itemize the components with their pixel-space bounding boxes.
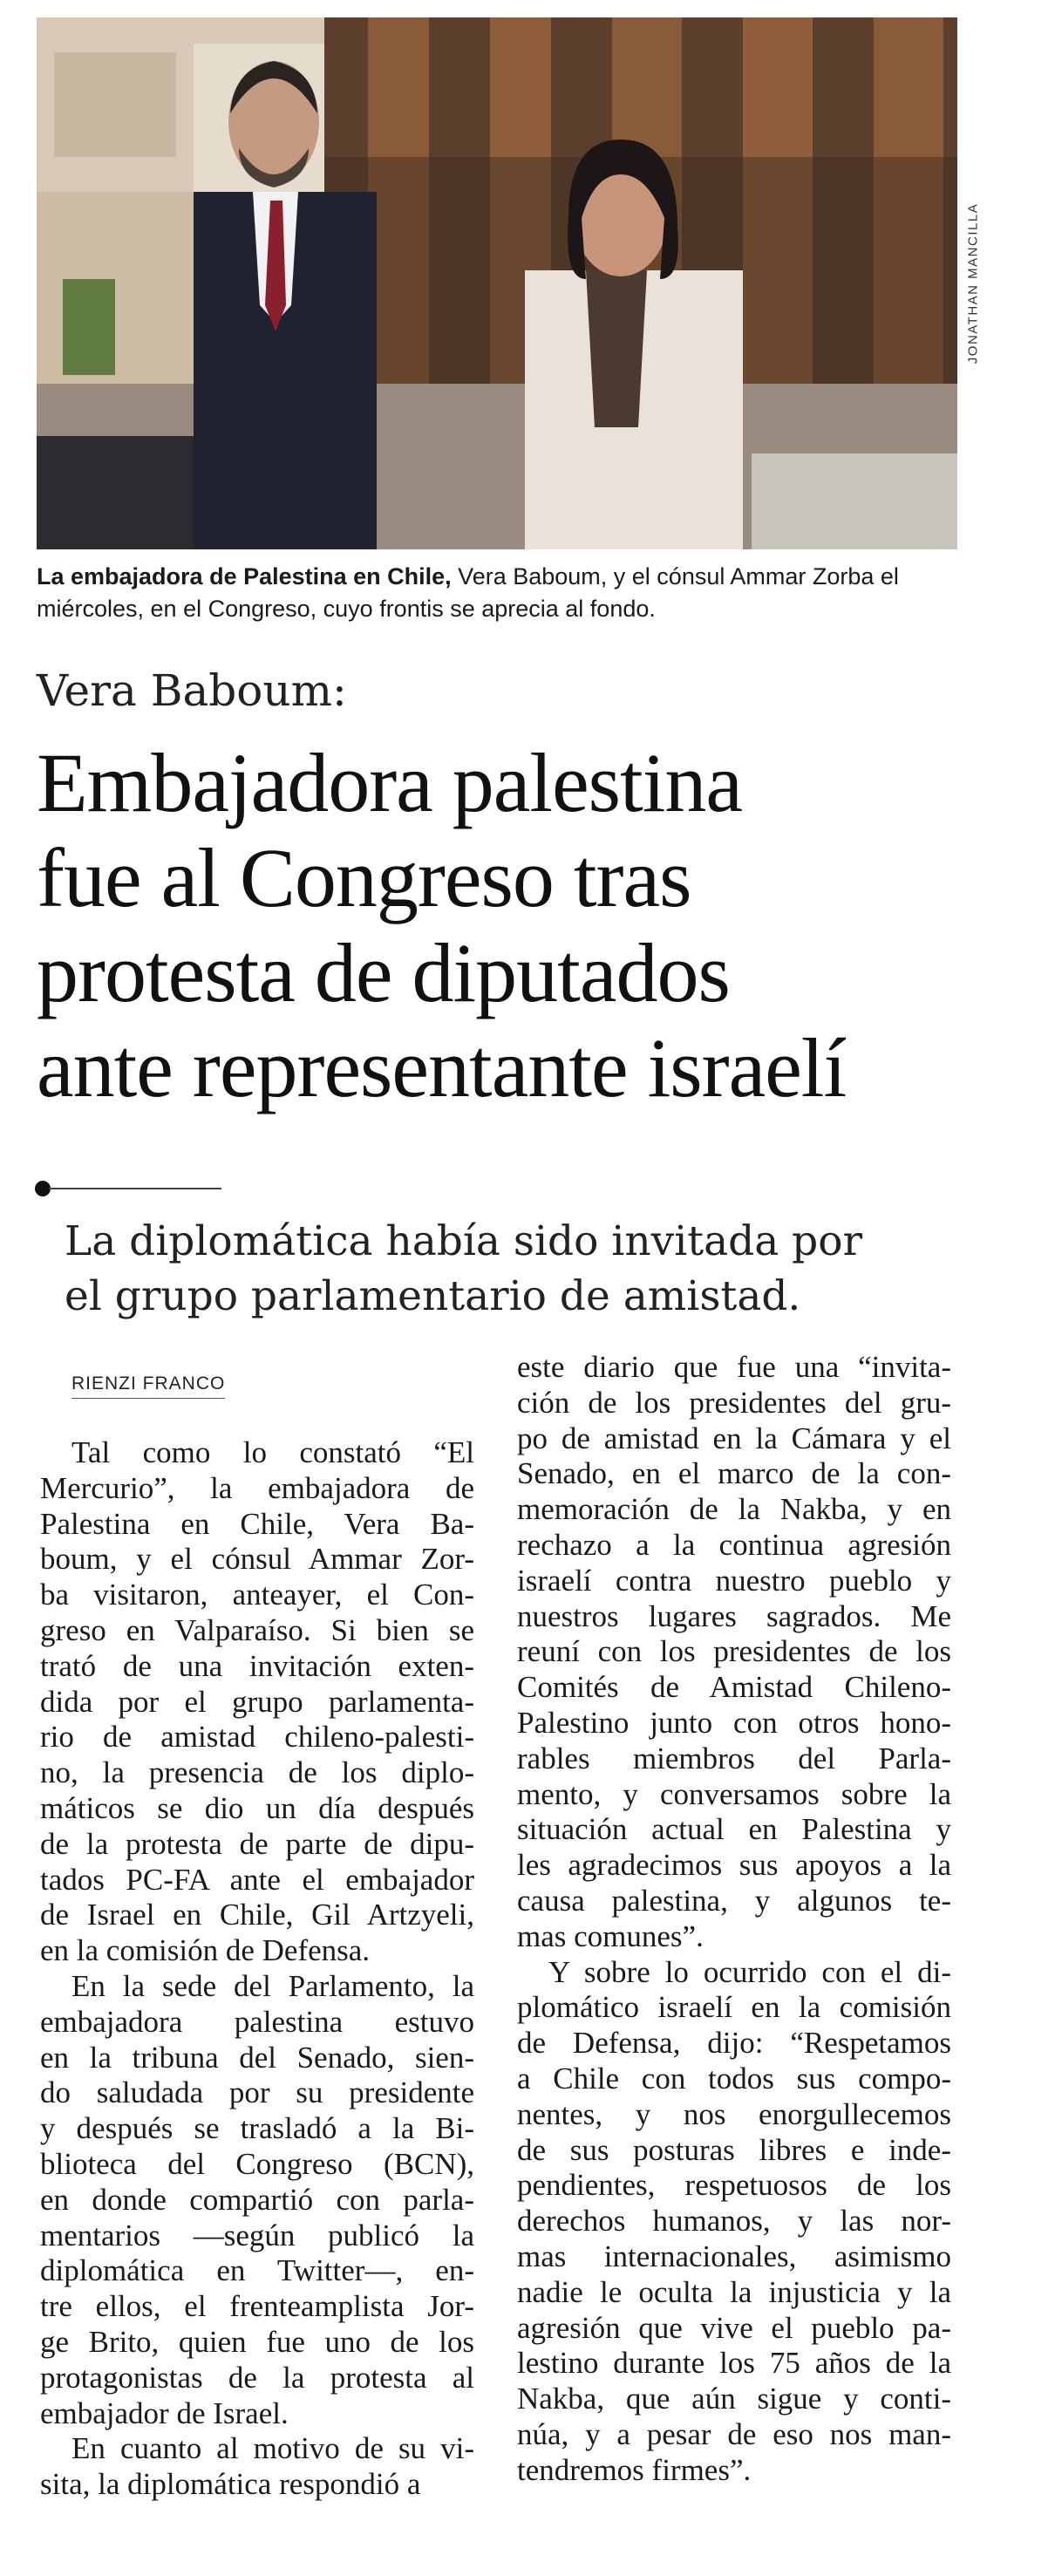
- body-line: ba visitaron, anteayer, el Con-: [40, 1578, 474, 1612]
- news-photo: [37, 17, 957, 549]
- body-line: causa palestina, y algunos te-: [517, 1883, 951, 1918]
- deck-line: el grupo parlamentario de amistad.: [65, 1272, 801, 1320]
- photo-caption: [37, 561, 963, 625]
- body-line: israelí contra nuestro pueblo y: [517, 1563, 951, 1598]
- body-line: no, la presencia de los diplo-: [40, 1755, 474, 1790]
- body-line: En cuanto al motivo de su vi-: [71, 2431, 474, 2466]
- body-line: nentes, y nos enorgullecemos: [517, 2096, 951, 2131]
- body-line: de Israel en Chile, Gil Artzyeli,: [40, 1898, 474, 1932]
- body-line: nuestros lugares sagrados. Me: [517, 1598, 951, 1633]
- body-line: derechos humanos, y las nor-: [517, 2204, 951, 2239]
- body-column-left: [40, 1435, 474, 2503]
- body-line: a Chile con todos sus compo-: [517, 2061, 951, 2096]
- rule-line: [49, 1188, 221, 1189]
- body-line: Senado, en el marco de la con-: [517, 1456, 951, 1491]
- body-line: ge Brito, quien fue uno de los: [40, 2324, 474, 2359]
- body-line: lestino durante los 75 años de la: [517, 2346, 951, 2381]
- body-line: rio de amistad chileno-palesti-: [40, 1720, 474, 1755]
- body-line: tre ellos, el frenteamplista Jor-: [40, 2289, 474, 2324]
- body-line: de sus posturas libres e inde-: [517, 2132, 951, 2167]
- body-line: embajadora palestina estuvo: [40, 2004, 474, 2039]
- body-line: diplomática en Twitter—, en-: [40, 2253, 474, 2288]
- body-line: agresión que vive el pueblo pa-: [517, 2310, 951, 2345]
- headline: [37, 735, 1013, 1115]
- caption-lead: La embajadora de Palestina en Chile,: [37, 563, 452, 589]
- body-line: embajador de Israel.: [40, 2395, 289, 2430]
- headline-line: protesta de diputados: [37, 926, 730, 1019]
- body-line: trató de una invitación exten-: [40, 1648, 474, 1683]
- body-line: protagonistas de la protesta al: [40, 2360, 474, 2395]
- caption-text: Vera Baboum, y el cónsul Ammar Zorba el miércoles, en el Congreso, cuyo frontis se aprecia al fondo.: [37, 563, 899, 622]
- photo-credit: JONATHAN MANCILLA: [965, 202, 981, 365]
- body-line: rables miembros del Parla-: [517, 1741, 951, 1775]
- body-line: situación actual en Palestina y: [517, 1812, 951, 1847]
- body-line: Comités de Amistad Chileno-: [517, 1670, 951, 1705]
- body-line: Mercurio”, la embajadora de: [40, 1470, 474, 1505]
- body-line: en la tribuna del Senado, sien-: [40, 2040, 474, 2075]
- body-line: en donde compartió con parla-: [40, 2182, 474, 2217]
- deck-line: La diplomática había sido invitada por: [65, 1217, 863, 1265]
- body-line: mentarios —según publicó la: [40, 2218, 474, 2252]
- body-line: tendremos firmes”.: [517, 2452, 752, 2487]
- body-line: les agradecimos sus apoyos a la: [517, 1848, 951, 1883]
- headline-line: Embajadora palestina: [37, 736, 742, 829]
- body-line: y después se trasladó a la Bi-: [40, 2111, 474, 2146]
- body-line: greso en Valparaíso. Si bien se: [40, 1612, 474, 1647]
- body-line: memoración de la Nakba, y en: [517, 1492, 951, 1527]
- body-line: máticos se dio un día después: [40, 1790, 474, 1825]
- body-line: En la sede del Parlamento, la: [71, 1968, 474, 2003]
- body-column-right: [517, 1350, 951, 2489]
- body-line: po de amistad en la Cámara y el: [517, 1421, 951, 1455]
- body-line: mas comunes”.: [517, 1918, 704, 1953]
- body-line: Tal como lo constató “El: [71, 1435, 474, 1469]
- body-line: ción de los presidentes del gru-: [517, 1385, 951, 1420]
- deck: [65, 1214, 980, 1324]
- body-line: mas internacionales, asimismo: [517, 2239, 951, 2273]
- body-line: nadie le oculta la injusticia y la: [517, 2274, 951, 2309]
- body-line: dida por el grupo parlamenta-: [40, 1684, 474, 1719]
- body-line: Nakba, que aún sigue y conti-: [517, 2382, 951, 2416]
- body-line: este diario que fue una “invita-: [517, 1350, 951, 1384]
- body-line: Palestina en Chile, Vera Ba-: [40, 1506, 474, 1541]
- headline-kicker: Vera Baboum:: [37, 665, 347, 716]
- body-line: mento, y conversamos sobre la: [517, 1776, 951, 1811]
- body-line: Y sobre lo ocurrido con el di-: [548, 1954, 951, 1989]
- body-line: rechazo a la continua agresión: [517, 1527, 951, 1562]
- body-line: tados PC-FA ante el embajador: [40, 1862, 474, 1897]
- body-line: do saludada por su presidente: [40, 2075, 474, 2110]
- body-line: blioteca del Congreso (BCN),: [40, 2146, 474, 2181]
- body-line: Palestino junto con otros hono-: [517, 1705, 951, 1740]
- body-line: de la protesta de parte de dipu-: [40, 1826, 474, 1861]
- body-line: sita, la diplomática respondió a: [40, 2467, 421, 2502]
- body-line: en la comisión de Defensa.: [40, 1933, 371, 1968]
- body-line: reuní con los presidentes de los: [517, 1634, 951, 1669]
- body-line: de Defensa, dijo: “Respetamos: [517, 2026, 951, 2061]
- body-line: núa, y a pesar de eso nos man-: [517, 2416, 951, 2451]
- byline: RIENZI FRANCO: [71, 1373, 225, 1399]
- photo-image: [37, 17, 957, 549]
- body-line: plomático israelí en la comisión: [517, 1990, 951, 2025]
- headline-line: fue al Congreso tras: [37, 831, 691, 924]
- headline-line: ante representante israelí: [37, 1021, 847, 1114]
- body-line: boum, y el cónsul Ammar Zor-: [40, 1542, 474, 1577]
- body-line: pendientes, respetuosos de los: [517, 2168, 951, 2203]
